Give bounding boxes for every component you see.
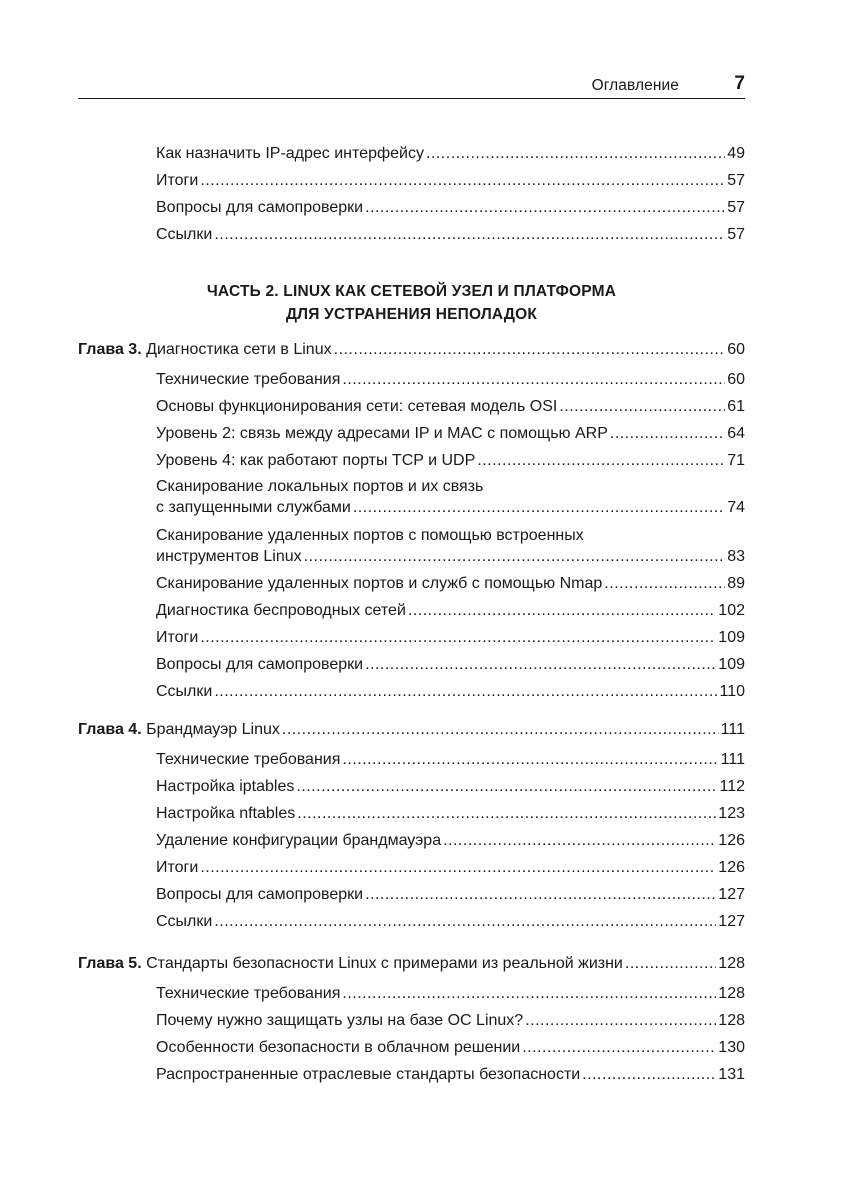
toc-entry-title: Настройка iptables [156, 778, 295, 795]
toc-entry-page: 111 [720, 751, 745, 768]
leader-dots [297, 804, 716, 824]
toc-entry-page: 102 [718, 602, 745, 619]
toc-entry[interactable] [156, 682, 745, 702]
toc-entry-page: 71 [727, 452, 745, 469]
toc-entry[interactable] [156, 370, 745, 390]
toc-entry[interactable] [156, 1065, 745, 1085]
toc-entry-page: 89 [727, 575, 745, 592]
leader-dots [200, 628, 716, 648]
leader-dots [559, 397, 725, 417]
toc-entry-page: 123 [718, 805, 745, 822]
leader-dots [443, 831, 716, 851]
chapter-entry[interactable] [78, 720, 745, 740]
leader-dots [214, 682, 717, 702]
toc-entry[interactable] [156, 831, 745, 851]
toc-entry[interactable] [156, 144, 745, 164]
toc-entry-title: Почему нужно защищать узлы на базе ОС Linux? [156, 1012, 524, 1029]
chapter-title: Брандмауэр Linux [146, 721, 280, 738]
leader-dots [408, 601, 716, 621]
leader-dots [342, 370, 725, 390]
toc-entry[interactable] [156, 912, 745, 932]
toc-entry-page: 57 [727, 172, 745, 189]
toc-entry-page: 49 [727, 145, 745, 162]
toc-entry-title: Итоги [156, 859, 199, 876]
toc-entry-title: Удаление конфигурации брандмауэра [156, 832, 442, 849]
toc-entry-page: 109 [718, 629, 745, 646]
chapter-title: Диагностика сети в Linux [146, 341, 332, 358]
toc-entry-title: Ссылки [156, 913, 213, 930]
toc-entry-title: Итоги [156, 629, 199, 646]
toc-entry-title: Диагностика беспроводных сетей [156, 602, 406, 619]
toc-entry[interactable] [156, 424, 745, 444]
chapter-label: Глава 5. [78, 955, 142, 972]
toc-entry[interactable] [156, 601, 745, 621]
toc-entry-page: 60 [727, 371, 745, 388]
chapter-page: 60 [727, 341, 745, 358]
leader-dots [477, 451, 725, 471]
toc-entry[interactable] [156, 1011, 745, 1031]
leader-dots [282, 720, 719, 740]
leader-dots [342, 984, 716, 1004]
toc-entry-title: Технические требования [156, 751, 341, 768]
toc-entry-title: Ссылки [156, 683, 213, 700]
toc-entry-page: 110 [719, 683, 745, 700]
toc-entry-title: Уровень 2: связь между адресами IP и MAC с помощью ARP [156, 425, 608, 442]
leader-dots [200, 858, 716, 878]
toc-entry-page: 126 [718, 832, 745, 849]
toc-entry-title-line1: Сканирование удаленных портов с помощью встроенных [156, 527, 584, 544]
toc-entry-page: 128 [718, 985, 745, 1002]
leader-dots [365, 655, 716, 675]
leader-dots [625, 954, 716, 974]
toc-entry[interactable] [156, 198, 745, 218]
toc-entry[interactable] [156, 1038, 745, 1058]
leader-dots [604, 574, 725, 594]
toc-entry-page: 57 [727, 226, 745, 243]
leader-dots [582, 1065, 716, 1085]
leader-dots [304, 547, 726, 567]
toc-entry-title: Основы функционирования сети: сетевая модель OSI [156, 398, 558, 415]
leader-dots [353, 498, 725, 518]
chapter-label: Глава 3. [78, 341, 142, 358]
toc-entry-title: Ссылки [156, 226, 213, 243]
toc-entry-page: 131 [718, 1066, 745, 1083]
toc-entry[interactable] [156, 171, 745, 191]
toc-entry[interactable] [156, 858, 745, 878]
part-heading [78, 280, 745, 326]
toc-entry-title: Особенности безопасности в облачном решении [156, 1039, 521, 1056]
toc-entry[interactable] [156, 451, 745, 471]
toc-entry-title: Настройка nftables [156, 805, 296, 822]
toc-entry[interactable] [156, 777, 745, 797]
toc-entry-title: Технические требования [156, 985, 341, 1002]
leader-dots [342, 750, 718, 770]
leader-dots [522, 1038, 716, 1058]
toc-entry[interactable] [156, 498, 745, 518]
toc-entry-page: 109 [718, 656, 745, 673]
leader-dots [610, 424, 725, 444]
toc-entry-title: Уровень 4: как работают порты TCP и UDP [156, 452, 476, 469]
toc-entry-title: Распространенные отраслевые стандарты безопасности [156, 1066, 581, 1083]
toc-entry-title-line1: Сканирование локальных портов и их связь [156, 478, 484, 495]
toc-entry-page: 127 [718, 886, 745, 903]
chapter-label: Глава 4. [78, 721, 142, 738]
leader-dots [214, 912, 716, 932]
toc-entry-page: 61 [727, 398, 745, 415]
toc-entry[interactable] [156, 655, 745, 675]
part-heading-line: ДЛЯ УСТРАНЕНИЯ НЕПОЛАДОК [285, 306, 538, 323]
toc-entry-page: 64 [727, 425, 745, 442]
toc-entry-title: инструментов Linux [156, 548, 302, 565]
chapter-title: Стандарты безопасности Linux с примерами из реальной жизни [146, 955, 623, 972]
toc-entry-title: Итоги [156, 172, 199, 189]
leader-dots [214, 225, 725, 245]
chapter-entry[interactable] [78, 954, 745, 974]
leader-dots [296, 777, 717, 797]
toc-entry-title: Как назначить IP-адрес интерфейсу [156, 145, 424, 162]
toc-entry[interactable] [156, 984, 745, 1004]
toc-entry-page: 127 [718, 913, 745, 930]
toc-entry-page: 130 [718, 1039, 745, 1056]
toc-entry-title: Технические требования [156, 371, 341, 388]
chapter-entry[interactable] [78, 340, 745, 360]
toc-entry-page: 128 [718, 1012, 745, 1029]
toc-entry-title: Сканирование удаленных портов и служб с помощью Nmap [156, 575, 603, 592]
page-number: 7 [734, 73, 745, 94]
toc-entry-page: 83 [727, 548, 745, 565]
running-title: Оглавление [591, 77, 679, 94]
leader-dots [200, 171, 725, 191]
toc-entry-title: Вопросы для самопроверки [156, 886, 364, 903]
toc-entry-title: с запущенными службами [156, 499, 351, 516]
toc-entry-page: 57 [727, 199, 745, 216]
part-heading-line: ЧАСТЬ 2. LINUX КАК СЕТЕВОЙ УЗЕЛ И ПЛАТФОРМА [206, 283, 617, 300]
leader-dots [365, 198, 725, 218]
toc-entry[interactable] [156, 804, 745, 824]
leader-dots [426, 144, 725, 164]
toc-entry-page: 74 [727, 499, 745, 516]
chapter-page: 128 [718, 955, 745, 972]
toc-entry[interactable] [156, 547, 745, 567]
toc-entry-page: 112 [719, 778, 745, 795]
toc-entry[interactable] [156, 750, 745, 770]
toc-entry-page: 126 [718, 859, 745, 876]
leader-dots [365, 885, 716, 905]
toc-entry[interactable] [156, 574, 745, 594]
toc-entry[interactable] [156, 397, 745, 417]
leader-dots [334, 340, 726, 360]
toc-entry[interactable] [156, 225, 745, 245]
toc-entry-title: Вопросы для самопроверки [156, 199, 364, 216]
chapter-page: 111 [720, 721, 745, 738]
toc-entry-title: Вопросы для самопроверки [156, 656, 364, 673]
leader-dots [525, 1011, 716, 1031]
toc-entry[interactable] [156, 885, 745, 905]
running-header [78, 74, 745, 99]
toc-entry[interactable] [156, 628, 745, 648]
